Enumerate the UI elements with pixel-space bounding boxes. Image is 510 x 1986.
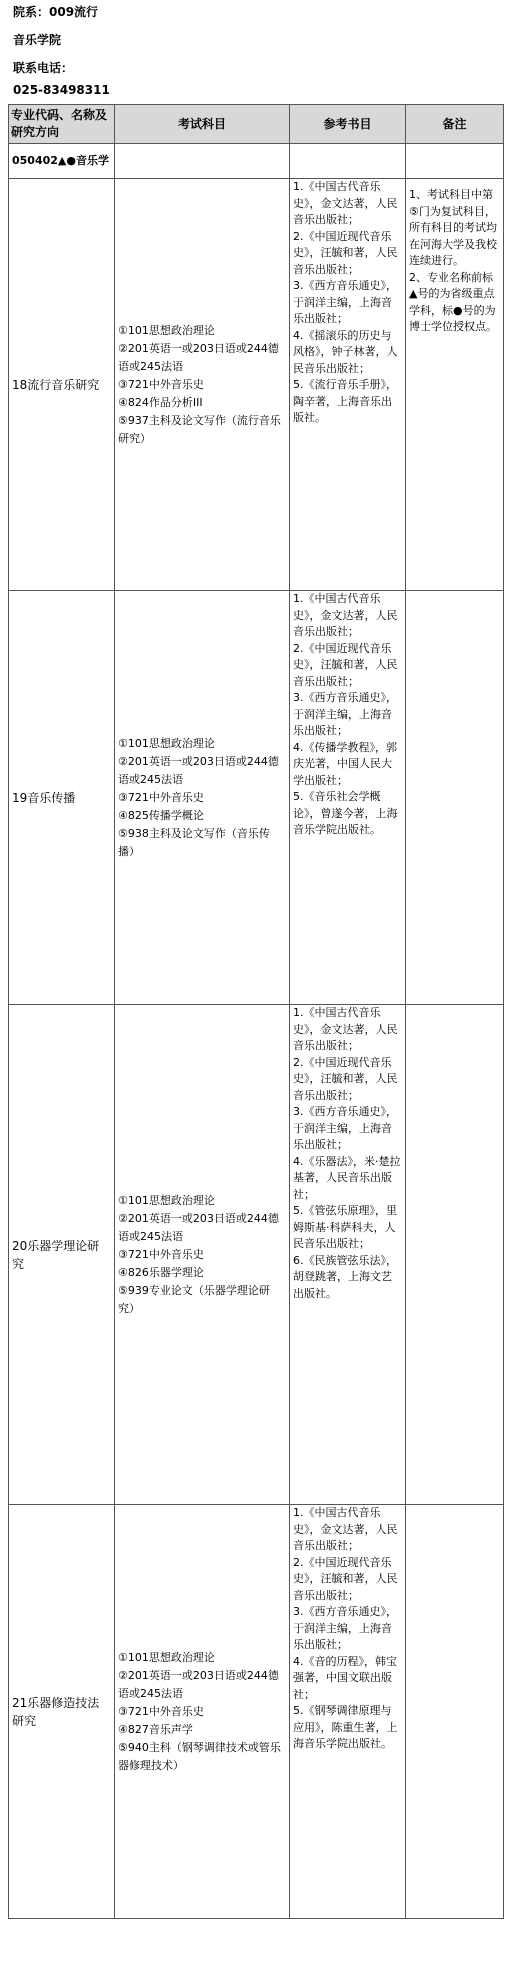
reference-book: 5.《流行音乐手册》，陶辛著，上海音乐出版社。 bbox=[293, 378, 397, 424]
document-header bbox=[0, 0, 510, 102]
exam-subjects-table bbox=[8, 104, 504, 1919]
exam-subject: ④827音乐声学 bbox=[118, 1722, 193, 1736]
research-direction: 20乐器学理论研究 bbox=[9, 1005, 115, 1505]
empty-notes-cell bbox=[406, 591, 504, 1005]
reference-book: 1.《中国古代音乐史》，金文达著，人民音乐出版社； bbox=[293, 1006, 398, 1052]
table-row bbox=[9, 1005, 504, 1505]
exam-subject: ⑤937主科及论文写作（流行音乐研究） bbox=[118, 413, 281, 445]
contact-label: 联系电话： bbox=[13, 61, 74, 75]
column-header-notes: 备注 bbox=[406, 105, 504, 144]
exam-subject: ④826乐器学理论 bbox=[118, 1265, 204, 1279]
reference-book: 3.《西方音乐通史》，于润洋主编，上海音乐出版社； bbox=[293, 691, 397, 737]
exam-subjects-cell bbox=[115, 591, 290, 1005]
empty-notes-cell bbox=[406, 1005, 504, 1505]
exam-subject: ②201英语一或203日语或244德语或245法语 bbox=[118, 1668, 279, 1700]
reference-books-cell bbox=[290, 179, 406, 591]
exam-subjects-cell bbox=[115, 179, 290, 591]
research-direction: 19音乐传播 bbox=[9, 591, 115, 1005]
reference-book: 2.《中国近现代音乐史》，汪毓和著，人民音乐出版社； bbox=[293, 1555, 398, 1602]
reference-book: 4.《乐器法》，米·楚拉基著，人民音乐出版社； bbox=[293, 1154, 401, 1201]
exam-subject: ①101思想政治理论 bbox=[118, 736, 215, 750]
contact-phone: 025-83498311 bbox=[13, 83, 110, 97]
exam-subject: ⑤940主科（钢琴调律技术或管乐器修理技术） bbox=[118, 1740, 281, 1772]
exam-subject: ③721中外音乐史 bbox=[118, 790, 204, 804]
reference-book: 4.《音的历程》，韩宝强著，中国文联出版社； bbox=[293, 1654, 397, 1701]
exam-subject: ⑤938主科及论文写作（音乐传播） bbox=[118, 826, 270, 858]
subject-code-row bbox=[9, 144, 504, 179]
empty-cell bbox=[115, 144, 290, 179]
table-row bbox=[9, 591, 504, 1005]
exam-subject: ⑤939专业论文（乐器学理论研究） bbox=[118, 1283, 270, 1315]
note-item: 2、专业名称前标▲号的为省级重点学科，标●号的为博士学位授权点。 bbox=[409, 270, 497, 333]
reference-book: 5.《管弦乐原理》，里姆斯基·科萨科夫，人民音乐出版社； bbox=[293, 1204, 397, 1250]
department-line: 院系：009流行 bbox=[13, 5, 99, 19]
exam-subject: ③721中外音乐史 bbox=[118, 377, 204, 391]
column-header-books: 参考书目 bbox=[290, 105, 406, 144]
reference-book: 4.《摇滚乐的历史与风格》，钟子林著，人民音乐出版社； bbox=[293, 328, 398, 375]
column-header-code: 专业代码、名称及研究方向 bbox=[9, 105, 115, 144]
notes-cell bbox=[406, 179, 504, 591]
exam-subject: ④825传播学概论 bbox=[118, 808, 204, 822]
exam-subject: ②201英语一或203日语或244德语或245法语 bbox=[118, 1211, 279, 1243]
reference-book: 4.《传播学教程》，郭庆光著，中国人民大学出版社； bbox=[293, 740, 397, 787]
reference-books-cell bbox=[290, 591, 406, 1005]
empty-notes-cell bbox=[406, 1505, 504, 1919]
reference-book: 1.《中国古代音乐史》，金文达著，人民音乐出版社； bbox=[293, 592, 398, 638]
reference-book: 2.《中国近现代音乐史》，汪毓和著，人民音乐出版社； bbox=[293, 641, 398, 688]
exam-subject: ④824作品分析III bbox=[118, 395, 203, 409]
exam-subject: ①101思想政治理论 bbox=[118, 1193, 215, 1207]
reference-book: 1.《中国古代音乐史》，金文达著，人民音乐出版社； bbox=[293, 180, 398, 226]
exam-subject: ③721中外音乐史 bbox=[118, 1704, 204, 1718]
reference-books-cell bbox=[290, 1005, 406, 1505]
note-item: 1、考试科目中第⑤门为复试科目，所有科目的考试均在河海大学及我校连续进行。 bbox=[409, 188, 497, 267]
research-direction: 21乐器修造技法研究 bbox=[9, 1505, 115, 1919]
reference-book: 5.《音乐社会学概论》，曾遂今著，上海音乐学院出版社。 bbox=[293, 790, 398, 836]
column-header-subjects: 考试科目 bbox=[115, 105, 290, 144]
reference-book: 3.《西方音乐通史》，于润洋主编，上海音乐出版社； bbox=[293, 1605, 397, 1651]
reference-book: 5.《钢琴调律原理与应用》，陈重生著，上海音乐学院出版社。 bbox=[293, 1704, 398, 1750]
reference-book: 3.《西方音乐通史》，于润洋主编，上海音乐出版社； bbox=[293, 279, 397, 325]
empty-cell bbox=[290, 144, 406, 179]
exam-subject: ①101思想政治理论 bbox=[118, 323, 215, 337]
exam-subject: ②201英语一或203日语或244德语或245法语 bbox=[118, 341, 279, 373]
empty-cell bbox=[406, 144, 504, 179]
reference-books-cell bbox=[290, 1505, 406, 1919]
college-name: 音乐学院 bbox=[13, 33, 62, 47]
reference-book: 2.《中国近现代音乐史》，汪毓和著，人民音乐出版社； bbox=[293, 1055, 398, 1102]
exam-subject: ②201英语一或203日语或244德语或245法语 bbox=[118, 754, 279, 786]
table-row bbox=[9, 179, 504, 591]
table-row bbox=[9, 1505, 504, 1919]
exam-subjects-cell bbox=[115, 1005, 290, 1505]
exam-subjects-cell bbox=[115, 1505, 290, 1919]
exam-subject: ①101思想政治理论 bbox=[118, 1650, 215, 1664]
table-header-row bbox=[9, 105, 504, 144]
research-direction: 18流行音乐研究 bbox=[9, 179, 115, 591]
exam-subject: ③721中外音乐史 bbox=[118, 1247, 204, 1261]
reference-book: 1.《中国古代音乐史》，金文达著，人民音乐出版社； bbox=[293, 1506, 398, 1552]
reference-book: 3.《西方音乐通史》，于润洋主编，上海音乐出版社； bbox=[293, 1105, 397, 1151]
reference-book: 2.《中国近现代音乐史》，汪毓和著，人民音乐出版社； bbox=[293, 229, 398, 276]
reference-book: 6.《民族管弦乐法》，胡登跳著，上海文艺出版社。 bbox=[293, 1253, 397, 1300]
subject-code: 050402▲●音乐学 bbox=[9, 144, 115, 179]
